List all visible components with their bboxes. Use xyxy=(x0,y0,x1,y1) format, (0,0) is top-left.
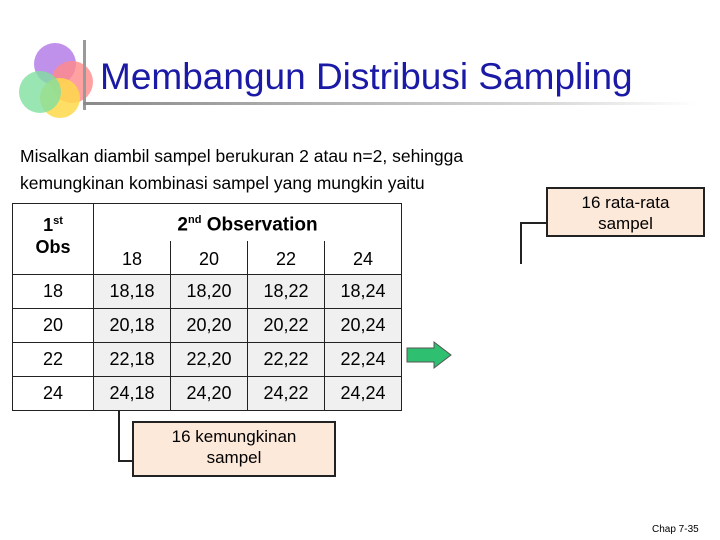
intro-text xyxy=(20,143,463,197)
table-cell: 20,22 xyxy=(248,309,325,343)
sample-means-callout xyxy=(546,187,705,237)
table-row xyxy=(13,377,402,411)
table-cell: 24,20 xyxy=(171,377,248,411)
column-header-cell: 20 xyxy=(171,241,248,275)
row-header-cell: 24 xyxy=(13,377,94,411)
column-header-cell: 24 xyxy=(325,241,402,275)
means-callout-line-2: sampel xyxy=(598,214,653,233)
table-cell: 22,18 xyxy=(94,343,171,377)
table-cell: 22,20 xyxy=(171,343,248,377)
table-cell: 18,18 xyxy=(94,275,171,309)
means-callout-line-1: 16 rata-rata xyxy=(581,193,670,212)
combos-callout-line-1: 16 kemungkinan xyxy=(171,427,297,446)
column-header-title: 2nd Observation xyxy=(94,204,402,242)
row-header-cell: 22 xyxy=(13,343,94,377)
table-cell: 18,22 xyxy=(248,275,325,309)
column-header-cell: 22 xyxy=(248,241,325,275)
row-header-cell: 18 xyxy=(13,275,94,309)
table-cell: 18,20 xyxy=(171,275,248,309)
table-row xyxy=(13,309,402,343)
table-cell: 18,24 xyxy=(325,275,402,309)
table-cell: 20,24 xyxy=(325,309,402,343)
table-row xyxy=(13,275,402,309)
title-horizontal-rule xyxy=(83,102,698,105)
column-header-cell: 18 xyxy=(94,241,171,275)
sample-combinations-callout xyxy=(132,421,336,477)
title-vertical-rule xyxy=(83,40,86,110)
table-cell: 24,18 xyxy=(94,377,171,411)
overlapping-circles-logo xyxy=(10,40,100,120)
table-row xyxy=(13,343,402,377)
table-cell: 24,22 xyxy=(248,377,325,411)
table-cell: 20,18 xyxy=(94,309,171,343)
table-cell: 24,24 xyxy=(325,377,402,411)
slide-footer: Chap 7-35 xyxy=(652,524,699,535)
table-cell: 22,24 xyxy=(325,343,402,377)
table-cell: 22,22 xyxy=(248,343,325,377)
intro-line-2: kemungkinan kombinasi sampel yang mungkin yaitu xyxy=(20,173,425,193)
callout-leader-line xyxy=(520,222,548,224)
row-header-title: 1st Obs xyxy=(13,204,94,275)
row-header-sub: Obs xyxy=(35,237,71,257)
sample-combinations-table xyxy=(12,203,402,411)
slide-title: Membangun Distribusi Sampling xyxy=(100,56,633,97)
row-header-cell: 20 xyxy=(13,309,94,343)
callout-leader-line xyxy=(520,222,522,264)
table-cell: 20,20 xyxy=(171,309,248,343)
right-arrow-icon xyxy=(406,341,452,369)
combos-callout-line-2: sampel xyxy=(206,448,262,467)
intro-line-1: Misalkan diambil sampel berukuran 2 atau n=2, sehingga xyxy=(20,146,464,166)
